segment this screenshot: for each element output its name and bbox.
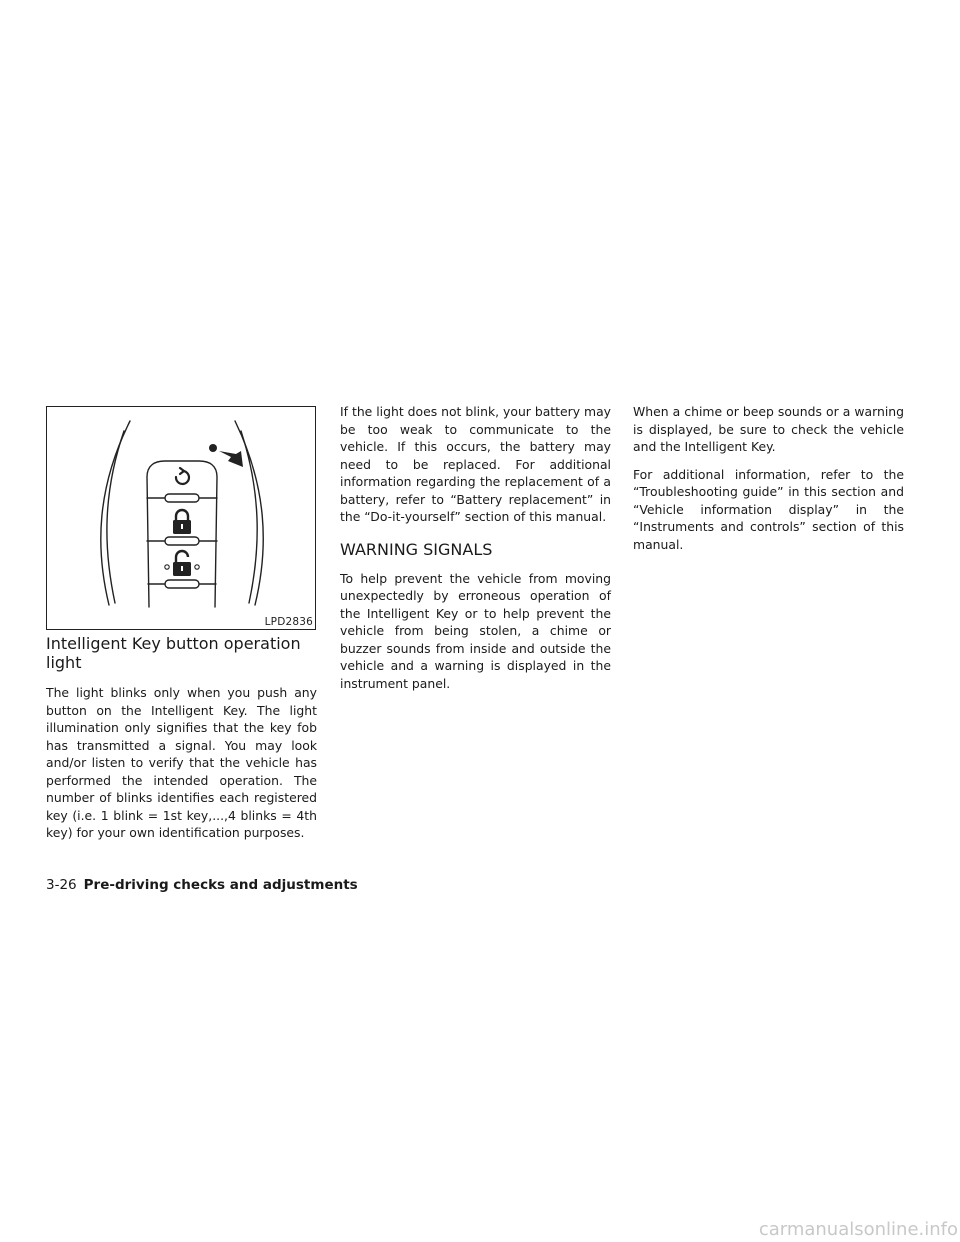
paragraph-battery: If the light does not blink, your battery may be too weak to communicate to the vehicle. If this occurs, the battery may need to be replaced. For additional information regarding the replacement of a battery, refer to “Battery replacement” in the “Do-it-yourself” section of this manual. [340, 404, 611, 524]
paragraph-chime-check: When a chime or beep sounds or a warning is displayed, be sure to check the vehicle and the Intelligent Key. [633, 404, 904, 454]
figure-label: LPD2836 [264, 616, 313, 628]
footer-section-title: Pre-driving checks and adjustments [83, 877, 358, 893]
paragraph-key-light: The light blinks only when you push any button on the Intelligent Key. The light illumination only signifies that the key fob has transmitted a signal. You may look and/or listen to verify that the vehicle has performed the intended operation. The number of blinks identifies each registered key (i.e. 1 blink = 1st key,...,4 blinks = 4th key) for your own identification purposes. [46, 685, 317, 840]
indicator-light-icon [209, 444, 217, 452]
paragraph-warning-signals: To help prevent the vehicle from moving unexpectedly by erroneous operation of the Intelligent Key or to help prevent the vehicle from being stolen, a chime or buzzer sounds from inside and outside the vehicle and a warning is displayed in the instrument panel. [340, 570, 611, 691]
column-2 [340, 403, 611, 702]
watermark: carmanualsonline.info [758, 1219, 958, 1240]
remote-start-icon [176, 468, 189, 484]
pointer-arrow-icon [219, 451, 243, 467]
key-fob-illustration [46, 406, 316, 630]
column-3 [633, 403, 904, 563]
key-fob-drawing [47, 407, 315, 629]
paragraph-additional-info: For additional information, refer to the “Troubleshooting guide” in this section and “Vehicle information display” in the “Instruments and controls” section of this manual. [633, 466, 904, 552]
section-heading-key-light: Intelligent Key button operation light [46, 634, 301, 672]
page-footer [46, 877, 358, 893]
section-heading-warning-signals: WARNING SIGNALS [340, 539, 493, 559]
unlock-icon [165, 551, 199, 576]
lock-icon [173, 510, 191, 534]
column-1 [46, 634, 317, 852]
page-number: 3-26 [46, 877, 77, 893]
